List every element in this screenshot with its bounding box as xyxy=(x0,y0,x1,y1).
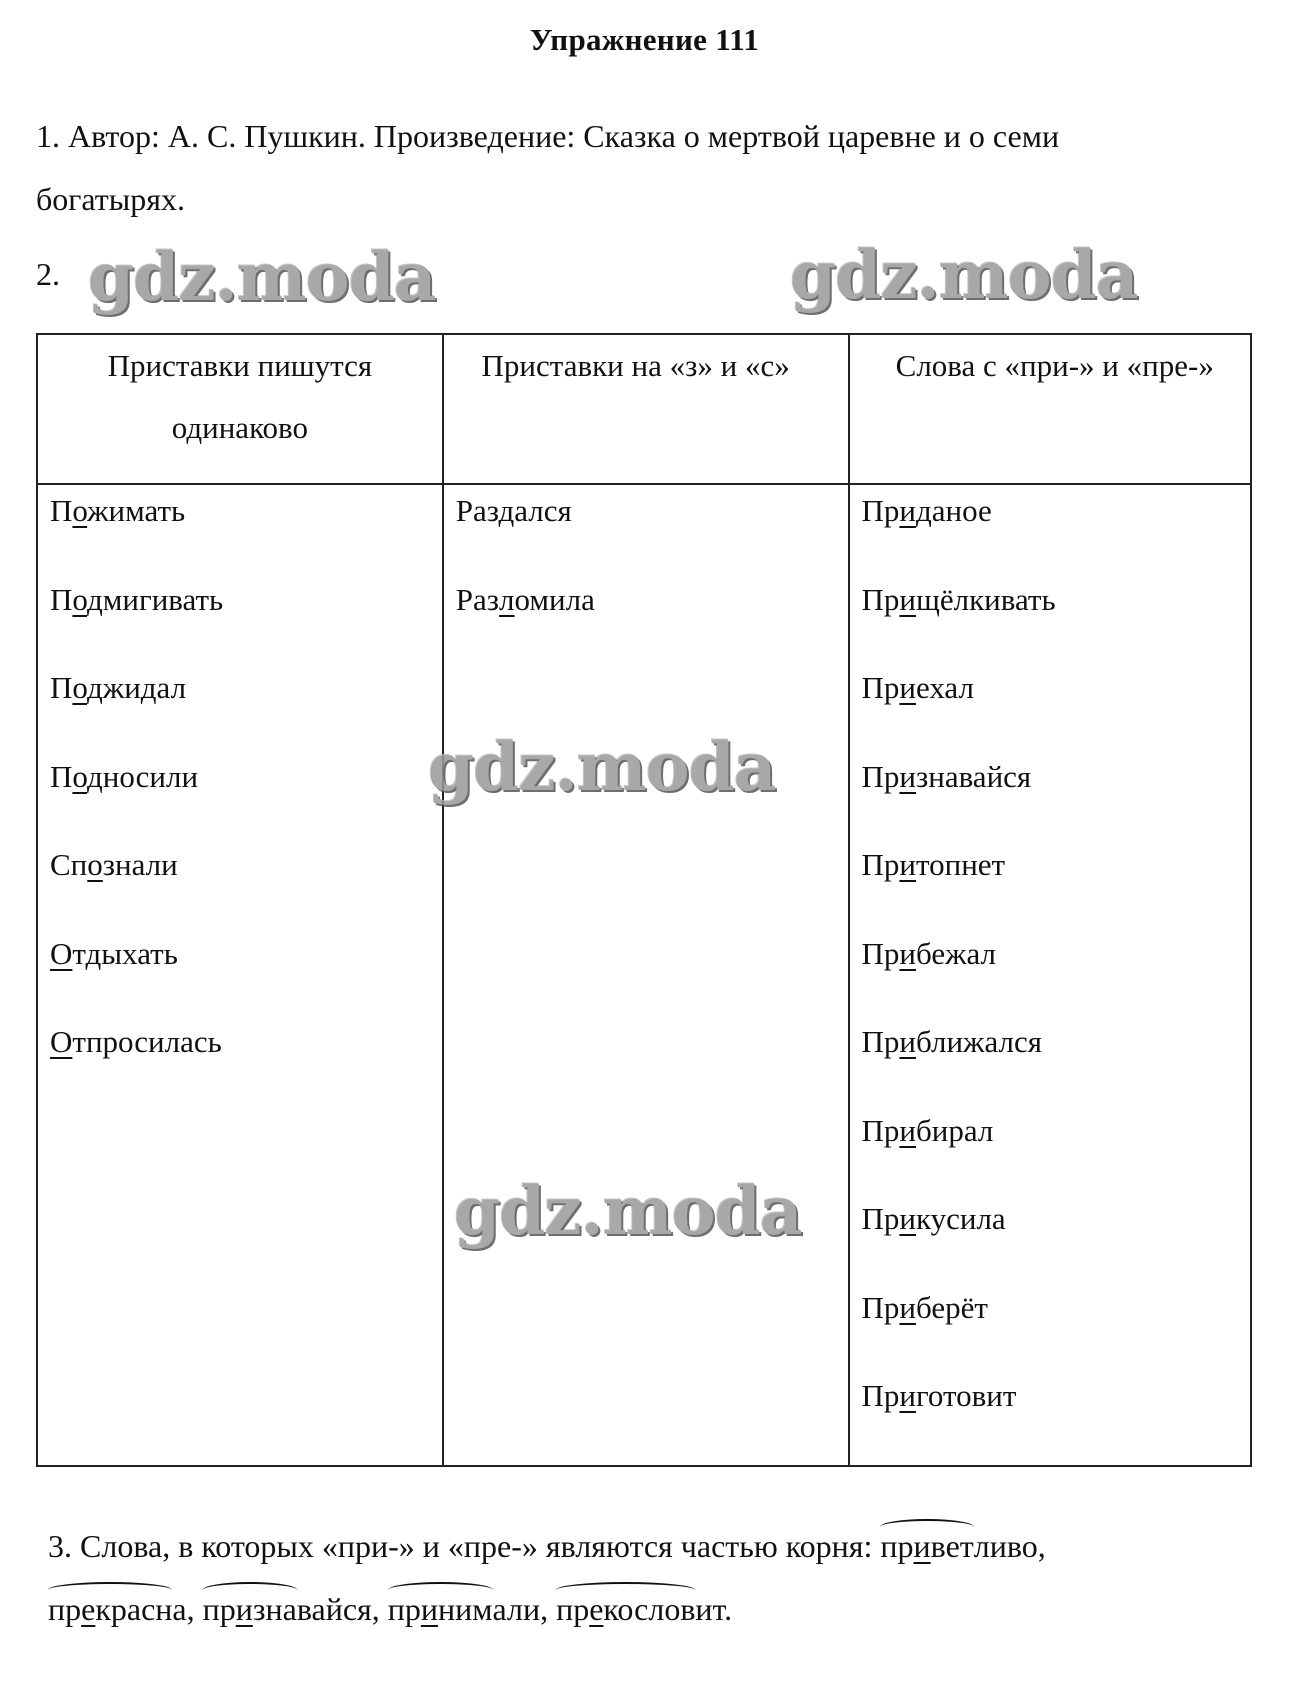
word-entry: Прищёлкивать xyxy=(861,581,1056,617)
item-2-number: 2. xyxy=(36,256,60,292)
root-word: приветливо, xyxy=(880,1528,1045,1564)
header-z-s-prefixes: Приставки на «з» и «с» xyxy=(443,334,849,484)
root-arc-mark xyxy=(556,1582,695,1598)
watermark-logo: gdz.moda xyxy=(454,1172,802,1250)
word-entry: Приберёт xyxy=(861,1289,988,1325)
word-entry: Раздался xyxy=(455,493,572,528)
table-header-row xyxy=(37,334,1251,484)
word-entry: Поджидал xyxy=(50,670,187,705)
column-same-spelling xyxy=(37,484,443,1466)
word-entry: Прибежал xyxy=(861,935,997,971)
item-1-line-2: богатырях. xyxy=(36,181,185,217)
header-same-spelling: Приставки пишутся одинаково xyxy=(37,334,443,484)
item-3-paragraph xyxy=(48,1515,1258,1641)
watermark-logo: gdz.moda xyxy=(790,236,1138,314)
root-arc-mark xyxy=(880,1519,973,1535)
watermark-logo: gdz.moda xyxy=(428,728,776,806)
root-word: прекословит. xyxy=(556,1591,732,1627)
root-arc-mark xyxy=(203,1582,297,1598)
word-entry: Отпросилась xyxy=(50,1024,222,1059)
word-entry: Отдыхать xyxy=(50,935,178,971)
prefix-table xyxy=(36,333,1252,1467)
word-entry: Прибирал xyxy=(861,1112,994,1148)
root-word: прекрасна, xyxy=(48,1591,195,1627)
column-pri-pre-words xyxy=(849,484,1252,1466)
table-body-row xyxy=(37,484,1251,1466)
word-entry: Прикусила xyxy=(861,1201,1006,1236)
word-entry: Подмигивать xyxy=(50,581,224,617)
root-arc-mark xyxy=(388,1582,493,1598)
word-entry: Приданое xyxy=(861,493,992,528)
word-entry: Приготовит xyxy=(861,1378,1017,1413)
root-word: принимали, xyxy=(388,1591,548,1627)
word-entry: Приближался xyxy=(861,1024,1042,1059)
word-entry: Спознали xyxy=(50,847,178,882)
root-word: признавайся, xyxy=(203,1591,380,1627)
word-entry: Разломила xyxy=(455,581,595,617)
root-arc-mark xyxy=(48,1582,172,1598)
page-title: Упражнение 111 xyxy=(529,22,760,57)
word-entry: Приехал xyxy=(861,670,974,705)
watermark-logo: gdz.moda xyxy=(88,238,436,316)
word-entry: Пожимать xyxy=(50,493,186,528)
word-entry: Подносили xyxy=(50,758,199,794)
column-z-s-prefixes xyxy=(443,484,849,1466)
item-1-paragraph xyxy=(36,105,1236,231)
header-pri-pre-words: Слова с «при-» и «пре-» xyxy=(849,334,1252,484)
item-1-line-1: 1. Автор: А. С. Пушкин. Произведение: Сказка о мертвой царевне и о семи xyxy=(36,118,1060,154)
item-3-intro: 3. Слова, в которых «при-» и «пре-» являются частью корня: xyxy=(48,1528,881,1564)
word-entry: Признавайся xyxy=(861,758,1032,794)
word-entry: Притопнет xyxy=(861,847,1006,882)
